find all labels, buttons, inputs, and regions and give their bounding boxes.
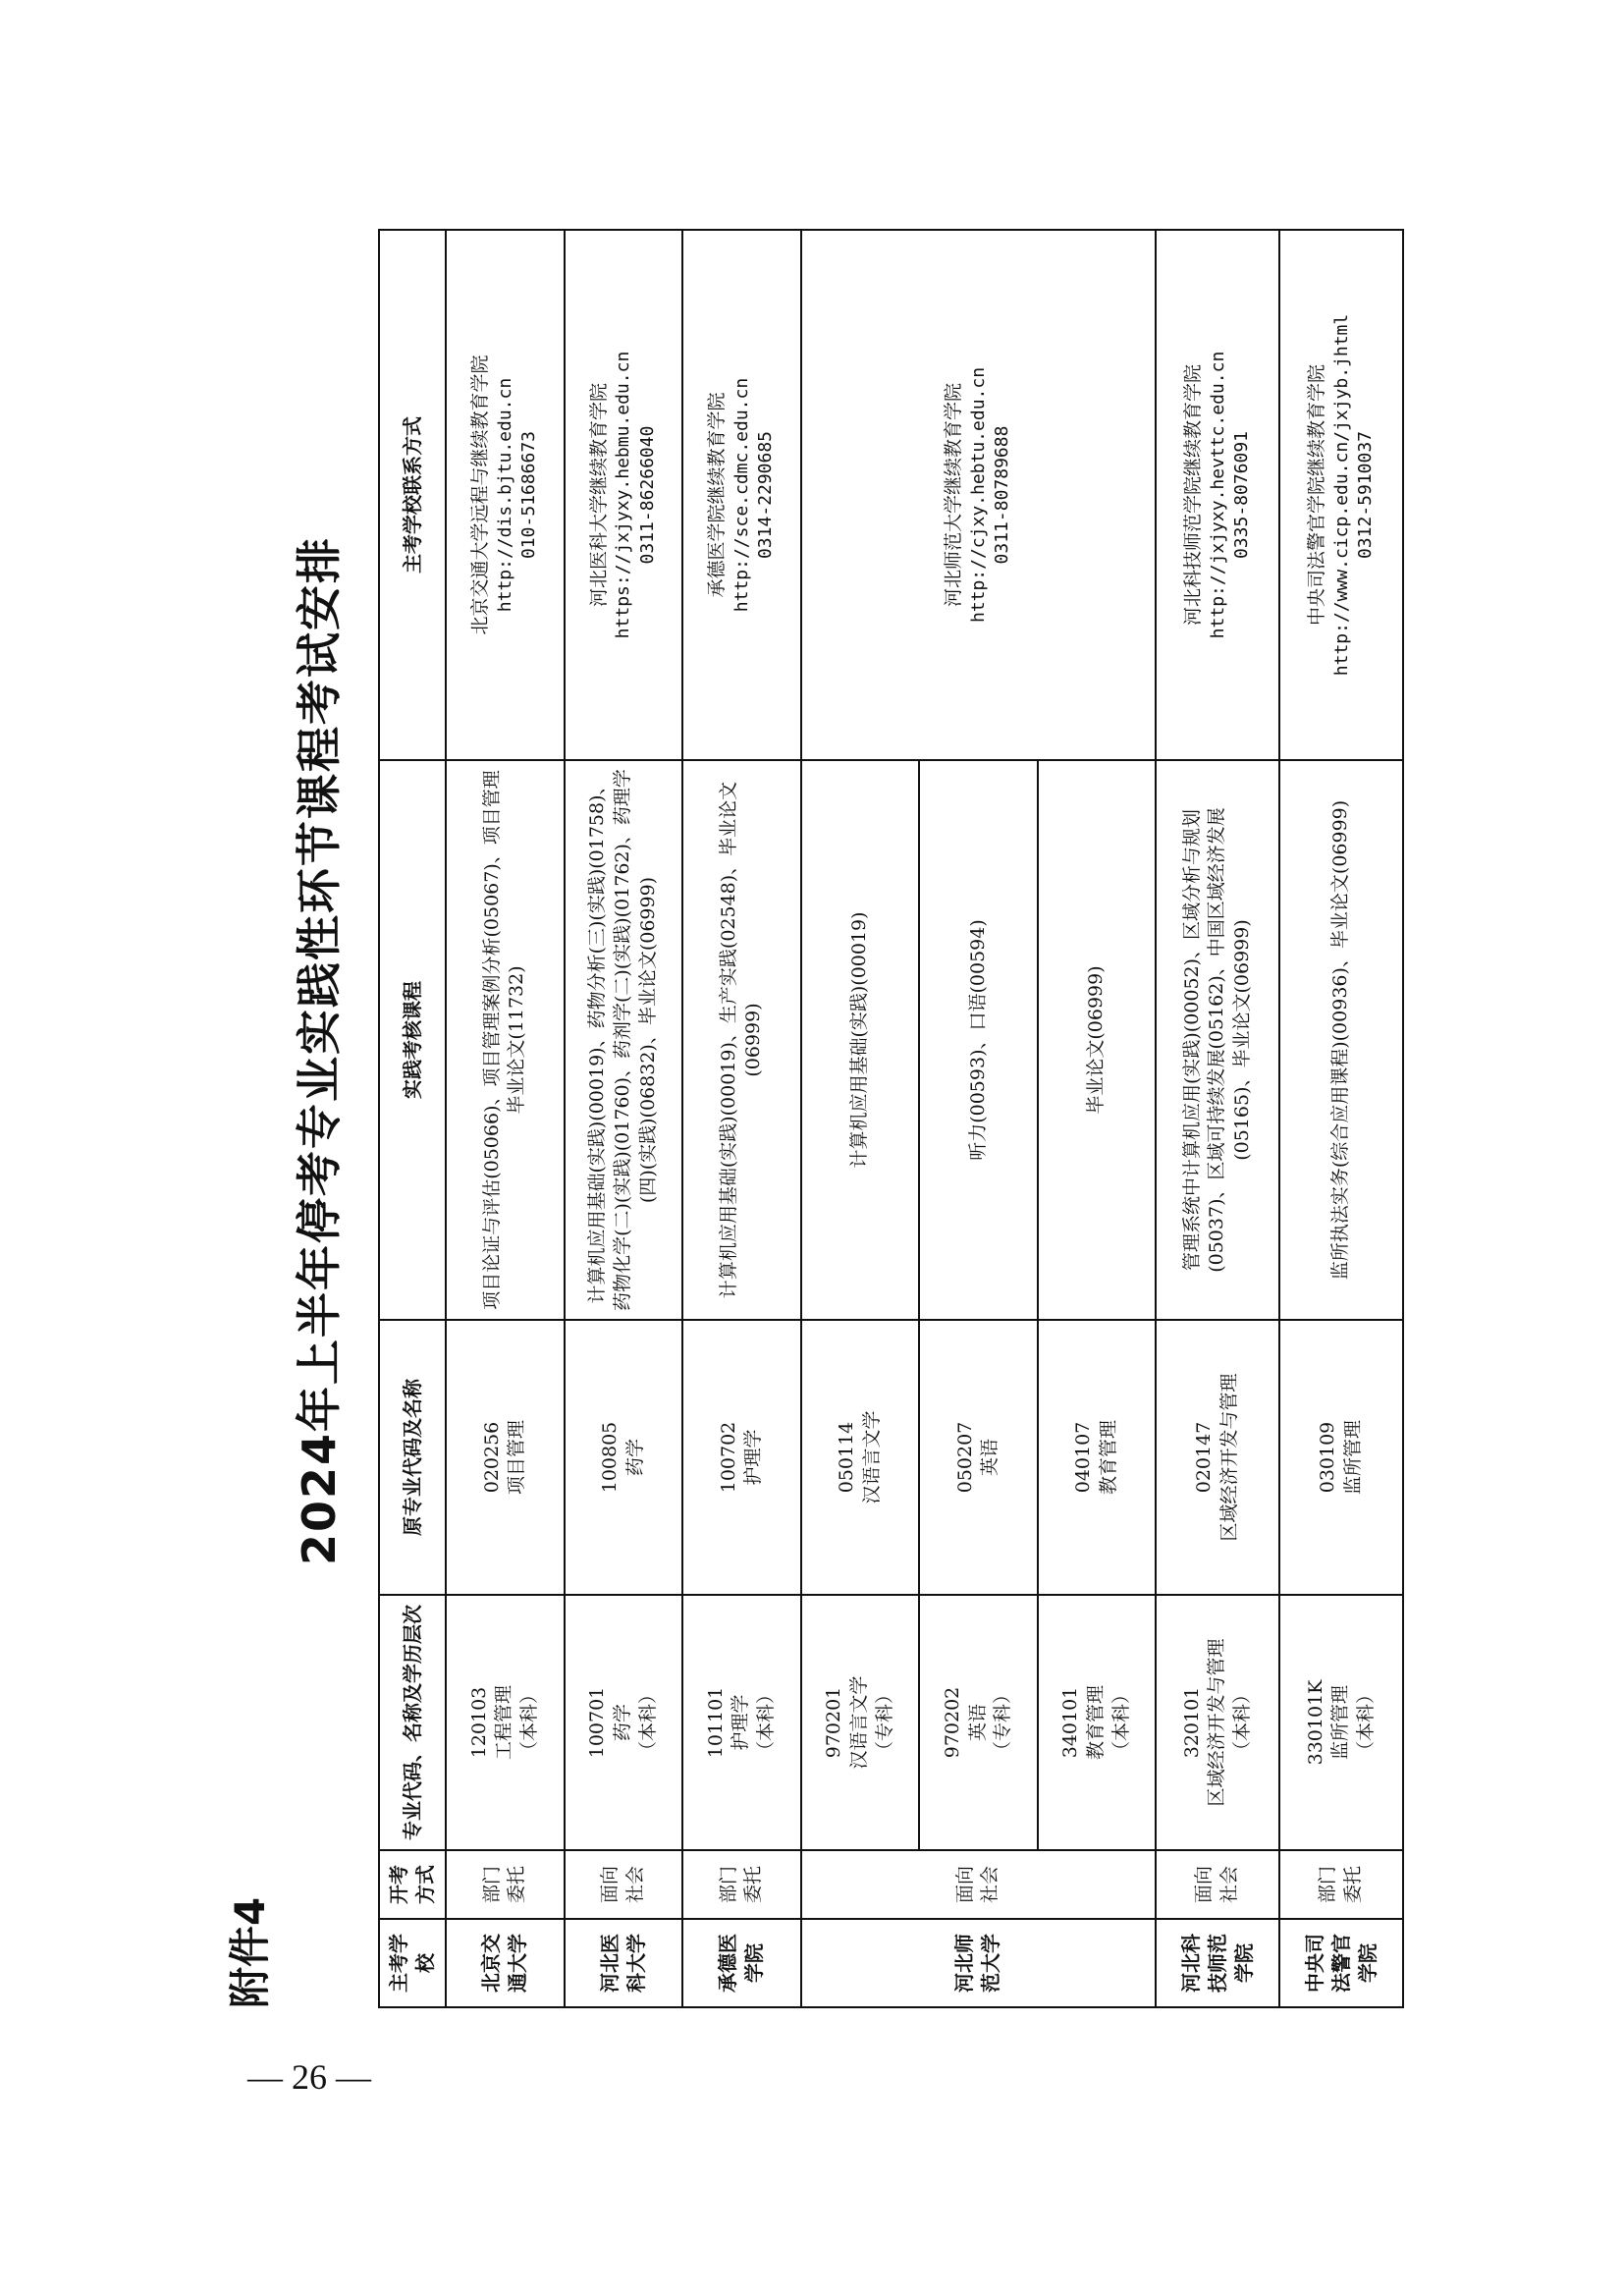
orig-major-cell	[801, 1320, 920, 1595]
major-cell	[801, 1595, 920, 1850]
courses-cell: 计算机应用基础(实践)(00019)	[801, 760, 920, 1320]
major-level: （本科）	[1230, 1685, 1253, 1761]
school-cell: 河北医科大学	[565, 1919, 683, 2007]
major-name: 工程管理	[493, 1685, 515, 1761]
major-code: 100701	[586, 1686, 609, 1759]
contact-dept: 河北师范大学继续教育学院	[943, 383, 965, 608]
school-cell: 河北科技师范学院	[1156, 1919, 1279, 2007]
contact-cell	[565, 230, 683, 760]
contact-url: http://cjxy.hebtu.edu.cn	[967, 366, 989, 624]
contact-phone: 010-51686673	[518, 430, 540, 560]
contact-cell	[446, 230, 565, 760]
table-row	[682, 230, 801, 2007]
orig-major-name: 汉语言文学	[860, 1410, 883, 1504]
contact-phone: 0335-8076091	[1230, 430, 1252, 560]
document-title: 2024年上半年停考专业实践性环节课程考试安排	[293, 535, 346, 1566]
major-level: （本科）	[636, 1685, 659, 1761]
major-level: （本科）	[518, 1685, 541, 1761]
header-school: 主考学校	[379, 1919, 446, 2007]
orig-major-cell	[446, 1320, 565, 1595]
header-contact: 主考学校联系方式	[379, 230, 446, 760]
major-cell	[919, 1595, 1038, 1850]
major-name: 英语	[966, 1704, 989, 1742]
orig-major-cell	[565, 1320, 683, 1595]
contact-cell	[801, 230, 1157, 760]
major-name: 汉语言文学	[847, 1675, 870, 1770]
orig-major-cell	[919, 1320, 1038, 1595]
orig-major-name: 区域经济开发与管理	[1218, 1373, 1241, 1542]
orig-major-code: 100805	[599, 1421, 622, 1494]
major-name: 药学	[611, 1704, 633, 1742]
contact-url: http://jxjyxy.hevttc.edu.cn	[1207, 351, 1228, 639]
courses-cell: 管理系统中计算机应用(实践)(00052)、区域分析与规划(05037)、区域可持续发展(05162)、中国区域经济发展(05165)、毕业论文(06999)	[1156, 760, 1279, 1320]
contact-cell	[1279, 230, 1403, 760]
orig-major-cell	[1156, 1320, 1279, 1595]
table-header-row	[379, 230, 446, 2007]
contact-dept: 北京交通大学远程与继续教育学院	[469, 355, 492, 635]
mode-cell: 部门委托	[682, 1850, 801, 1919]
mode-cell: 部门委托	[1279, 1850, 1403, 1919]
orig-major-name: 药学	[623, 1439, 646, 1477]
table-row	[565, 230, 683, 2007]
mode-cell: 面向社会	[1156, 1850, 1279, 1919]
major-level: （本科）	[1109, 1685, 1132, 1761]
major-cell	[446, 1595, 565, 1850]
contact-phone: 0312-5910037	[1354, 430, 1376, 560]
orig-major-code: 040107	[1072, 1421, 1095, 1494]
major-cell	[1279, 1595, 1403, 1850]
orig-major-name: 监所管理	[1342, 1420, 1364, 1496]
contact-phone: 0311-80789688	[992, 425, 1013, 565]
major-level: （本科）	[755, 1685, 778, 1761]
mode-cell: 面向社会	[565, 1850, 683, 1919]
major-cell	[682, 1595, 801, 1850]
contact-url: http://sce.cdmc.edu.cn	[730, 377, 752, 613]
attachment-label: 附件4	[226, 1896, 274, 2008]
courses-cell: 毕业论文(06999)	[1038, 760, 1157, 1320]
school-cell: 承德医学院	[682, 1919, 801, 2007]
major-level: （本科）	[1354, 1685, 1377, 1761]
major-cell	[565, 1595, 683, 1850]
contact-url: http://dis.bjtu.edu.cn	[494, 377, 515, 613]
major-level: （专科）	[873, 1685, 895, 1761]
contact-phone: 0314-2290685	[755, 430, 777, 560]
major-cell	[1156, 1595, 1279, 1850]
contact-dept: 中央司法警官学院继续教育学院	[1305, 364, 1327, 627]
orig-major-code: 020256	[480, 1421, 503, 1494]
courses-cell: 项目论证与评估(05066)、项目管理案例分析(05067)、项目管理毕业论文(11732)	[446, 760, 565, 1320]
table-row	[446, 230, 565, 2007]
contact-dept: 河北科技师范学院继续教育学院	[1181, 364, 1204, 627]
contact-cell	[1156, 230, 1279, 760]
orig-major-cell	[682, 1320, 801, 1595]
table-row	[1156, 230, 1279, 2007]
contact-cell	[682, 230, 801, 760]
courses-cell: 计算机应用基础(实践)(00019)、药物分析(三)(实践)(01758)、药物化学(二)(实践)(01760)、药剂学(二)(实践)(01762)、药理学(四)(实践)(06832)、毕业论文(06999)	[565, 760, 683, 1320]
major-level: （专科）	[992, 1685, 1014, 1761]
contact-phone: 0311-86266040	[636, 425, 658, 565]
major-code: 101101	[704, 1686, 727, 1759]
header-courses: 实践考核课程	[379, 760, 446, 1320]
major-cell	[1038, 1595, 1157, 1850]
contact-url: http://www.cicp.edu.cn/jxjyb.jhtml	[1330, 313, 1352, 677]
mode-cell: 部门委托	[446, 1850, 565, 1919]
major-code: 330101K	[1304, 1679, 1326, 1766]
major-code: 320101	[1180, 1686, 1203, 1759]
major-name: 教育管理	[1085, 1685, 1108, 1761]
major-name: 区域经济开发与管理	[1206, 1638, 1228, 1807]
header-mode: 开考方式	[379, 1850, 446, 1919]
major-name: 监所管理	[1329, 1685, 1352, 1761]
contact-dept: 河北医科大学继续教育学院	[587, 383, 610, 608]
major-code: 340101	[1059, 1686, 1082, 1759]
mode-cell: 面向社会	[801, 1850, 1157, 1919]
major-code: 970202	[941, 1686, 963, 1759]
rotated-document-plane	[221, 25, 1380, 2077]
orig-major-code: 050114	[836, 1421, 858, 1494]
table-row	[1279, 230, 1403, 2007]
major-name: 护理学	[730, 1694, 752, 1751]
major-code: 970201	[823, 1686, 845, 1759]
orig-major-cell	[1038, 1320, 1157, 1595]
orig-major-code: 020147	[1193, 1421, 1216, 1494]
school-cell: 北京交通大学	[446, 1919, 565, 2007]
major-code: 120103	[467, 1686, 490, 1759]
courses-cell: 听力(00593)、口语(00594)	[919, 760, 1038, 1320]
orig-major-code: 030109	[1317, 1421, 1339, 1494]
contact-dept: 承德医学院继续教育学院	[706, 392, 729, 598]
orig-major-name: 英语	[979, 1439, 1001, 1477]
school-cell: 中央司法警官学院	[1279, 1919, 1403, 2007]
school-cell: 河北师范大学	[801, 1919, 1157, 2007]
orig-major-name: 教育管理	[1097, 1420, 1119, 1496]
header-major: 专业代码、名称及学历层次	[379, 1595, 446, 1850]
page-number: — 26 —	[247, 2057, 371, 2097]
header-orig-major: 原专业代码及名称	[379, 1320, 446, 1595]
contact-url: https://jxjyxy.hebmu.edu.cn	[613, 351, 634, 639]
courses-cell: 监所执法实务(综合应用课程)(00936)、毕业论文(06999)	[1279, 760, 1403, 1320]
table-row	[801, 230, 920, 2007]
orig-major-name: 护理学	[742, 1429, 765, 1486]
orig-major-code: 100702	[717, 1421, 739, 1494]
exam-schedule-table	[378, 229, 1404, 2008]
orig-major-code: 050207	[953, 1421, 976, 1494]
courses-cell: 计算机应用基础(实践)(00019)、生产实践(02548)、毕业论文(06999)	[682, 760, 801, 1320]
orig-major-name: 项目管理	[506, 1420, 528, 1496]
orig-major-cell	[1279, 1320, 1403, 1595]
